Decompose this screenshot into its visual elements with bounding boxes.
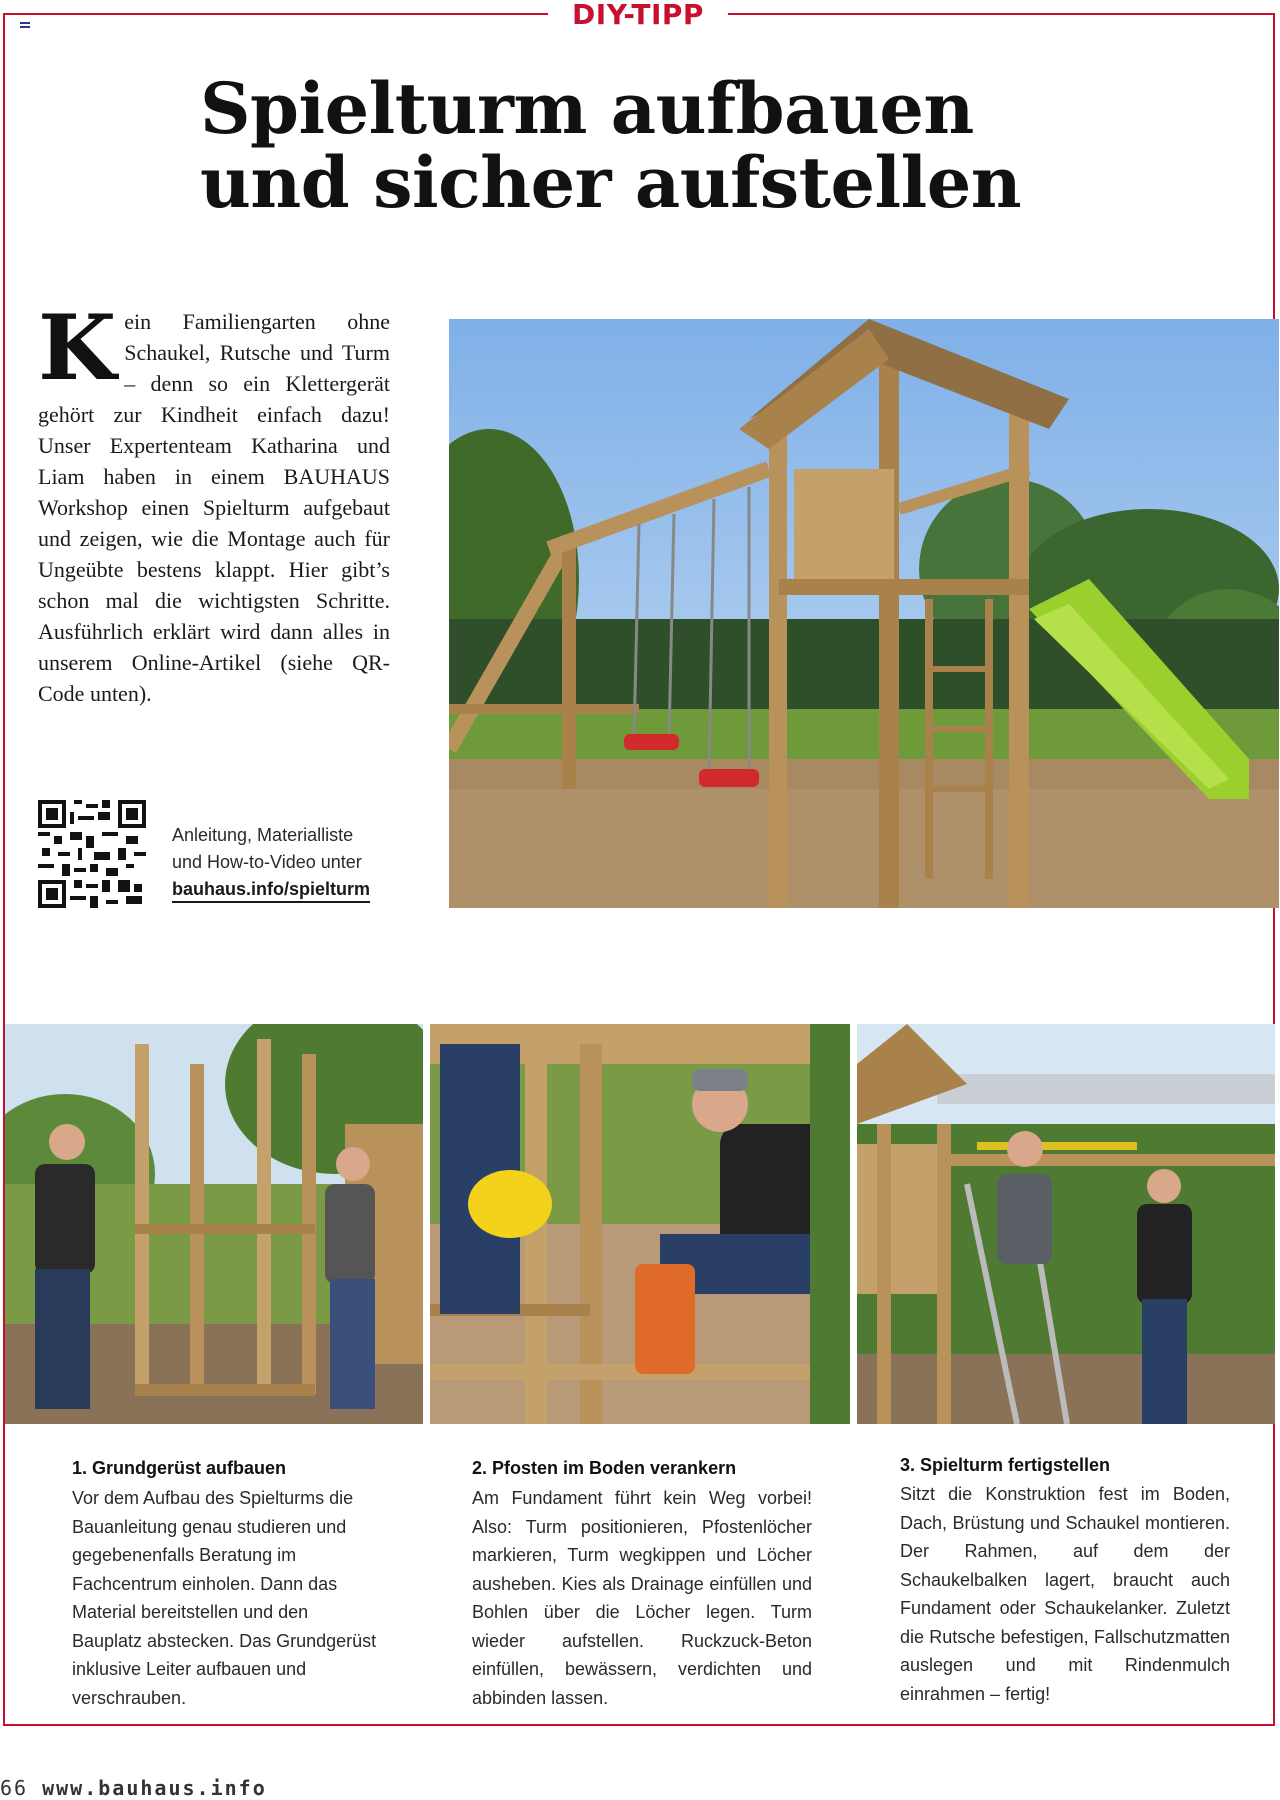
intro-text: ein Familiengarten ohne Schaukel, Rutsche und Turm – denn so ein Klettergerät gehört zur Kindheit einfach dazu! Unser Expertenteam Katharina und Liam haben in einem BAUHAUS Workshop einen Spielturm aufgebaut und zeigen, wie die Montage auch für Ungeübte bestens klappt. Hier gibt’s schon mal die wichtigsten Schritte. Ausführlich erklärt wird dann alles in unserem Online-Artikel (siehe QR-Code unten). [38, 309, 390, 706]
qr-url-link[interactable]: bauhaus.info/spielturm [172, 877, 370, 903]
section-tag: DIY-TIPP [572, 0, 704, 31]
qr-caption-line-2: und How-to-Video unter [172, 852, 362, 872]
step-2-photo-image [430, 1024, 850, 1424]
corner-mark-icon [20, 22, 30, 28]
step-3-photo-image [857, 1024, 1275, 1424]
intro-dropcap: K [38, 295, 117, 401]
hero-photo-image [449, 319, 1279, 908]
step-3-title: 3. Spielturm fertigstellen [900, 1455, 1111, 1475]
headline-line-2: und sicher aufstellen [200, 141, 1022, 224]
headline-line-1: Spielturm aufbauen [200, 67, 974, 150]
page-footer [0, 1776, 267, 1800]
step-1-body: Vor dem Aufbau des Spielturms die Bauanleitung genau studieren und gegebenenfalls Beratung im Fachcentrum einholen. Dann das Material bereitstellen und den Bauplatz abstecken. Das Grundgerüst inklusive Leiter aufbauen und verschrauben. [72, 1488, 377, 1708]
qr-code-graphic [38, 800, 146, 908]
step-1-photo-image [5, 1024, 423, 1424]
qr-caption-line-1: Anleitung, Materialliste [172, 825, 354, 845]
step-3-body: Sitzt die Konstruktion fest im Boden, Dach, Brüstung und Schaukel montieren. Der Rahmen, auf dem der Schaukelbalken lagert, braucht auch Fundament oder Schaukelanker. Zuletzt die Rutsche befestigen, Fallschutzmatten auslegen und mit Rindenmulch einrahmen – fertig! [900, 1484, 1230, 1704]
page-number: 66 [0, 1776, 29, 1800]
step-1-photo [5, 1024, 423, 1424]
footer-site-link[interactable]: www.bauhaus.info [42, 1776, 267, 1800]
hero-photo-playtower [449, 319, 1279, 908]
intro-paragraph [38, 295, 390, 709]
step-2-title: 2. Pfosten im Boden verankern [472, 1458, 737, 1478]
step-2-photo [430, 1024, 850, 1424]
headline [200, 67, 1100, 224]
step-1-title: 1. Grundgerüst aufbauen [72, 1458, 287, 1478]
qr-code-icon[interactable] [38, 800, 146, 908]
qr-caption [172, 822, 432, 903]
step-2-body: Am Fundament führt kein Weg vorbei! Also: Turm positionieren, Pfostenlöcher markieren, Turm wegkippen und Löcher ausheben. Kies als Drainage einfüllen und Bohlen über die Löcher legen. Turm wieder aufstellen. Ruckzuck-Beton einfüllen, bewässern, verdichten und abbinden lassen. [472, 1488, 812, 1708]
step-3-photo [857, 1024, 1275, 1424]
